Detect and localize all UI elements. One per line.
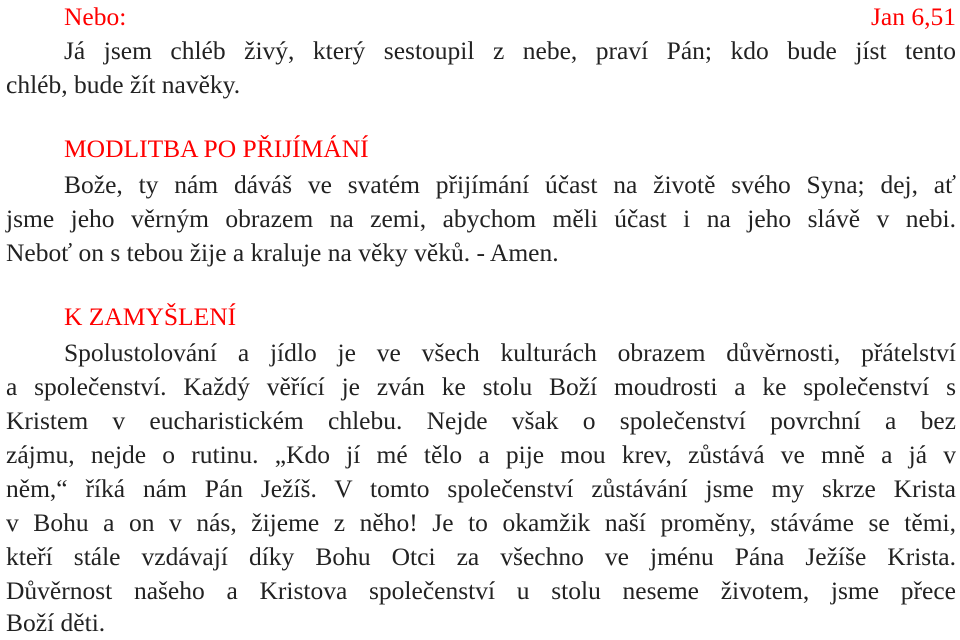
reflection-line: něm,“ říká nám Pán Ježíš. V tomto společenství zůstávání jsme my skrze Krista xyxy=(6,474,956,503)
reflection-line: Boží děti. xyxy=(6,608,106,637)
prayer-line: Bože, ty nám dáváš ve svatém přijímání účast na životě svého Syna; dej, ať xyxy=(64,170,956,199)
reflection-line: Spolustolování a jídlo je ve všech kulturách obrazem důvěrnosti, přátelství xyxy=(64,338,956,367)
reflection-line: a společenství. Každý věřící je zván ke stolu Boží moudrosti a ke společenství s xyxy=(6,372,956,401)
reflection-title: K ZAMYŠLENÍ xyxy=(64,302,237,331)
verse-line: Já jsem chléb živý, který sestoupil z nebe, praví Pán; kdo bude jíst tento xyxy=(64,36,956,65)
reflection-line: v Bohu a on v nás, žijeme z něho! Je to okamžik naší proměny, stáváme se těmi, xyxy=(6,508,956,537)
prayer-line: jsme jeho věrným obrazem na zemi, abychom měli účast i na jeho slávě v nebi. xyxy=(6,204,956,233)
reflection-line: zájmu, nejde o rutinu. „Kdo jí mé tělo a pije mou krev, zůstává ve mně a já v xyxy=(6,440,956,469)
verse-label: Nebo: xyxy=(64,2,127,31)
reflection-line: kteří stále vzdávají díky Bohu Otci za všechno ve jménu Pána Ježíše Krista. xyxy=(6,542,956,571)
reflection-line: Důvěrnost našeho a Kristova společenství u stolu neseme životem, jsme přece xyxy=(6,576,956,605)
verse-line: chléb, bude žít navěky. xyxy=(6,70,241,99)
prayer-line: Neboť on s tebou žije a kraluje na věky věků. - Amen. xyxy=(6,238,559,267)
reflection-line: Kristem v eucharistickém chlebu. Nejde však o společenství povrchní a bez xyxy=(6,406,956,435)
prayer-title: MODLITBA PO PŘIJÍMÁNÍ xyxy=(64,134,369,163)
verse-reference: Jan 6,51 xyxy=(871,2,956,31)
verse-header xyxy=(64,0,956,34)
